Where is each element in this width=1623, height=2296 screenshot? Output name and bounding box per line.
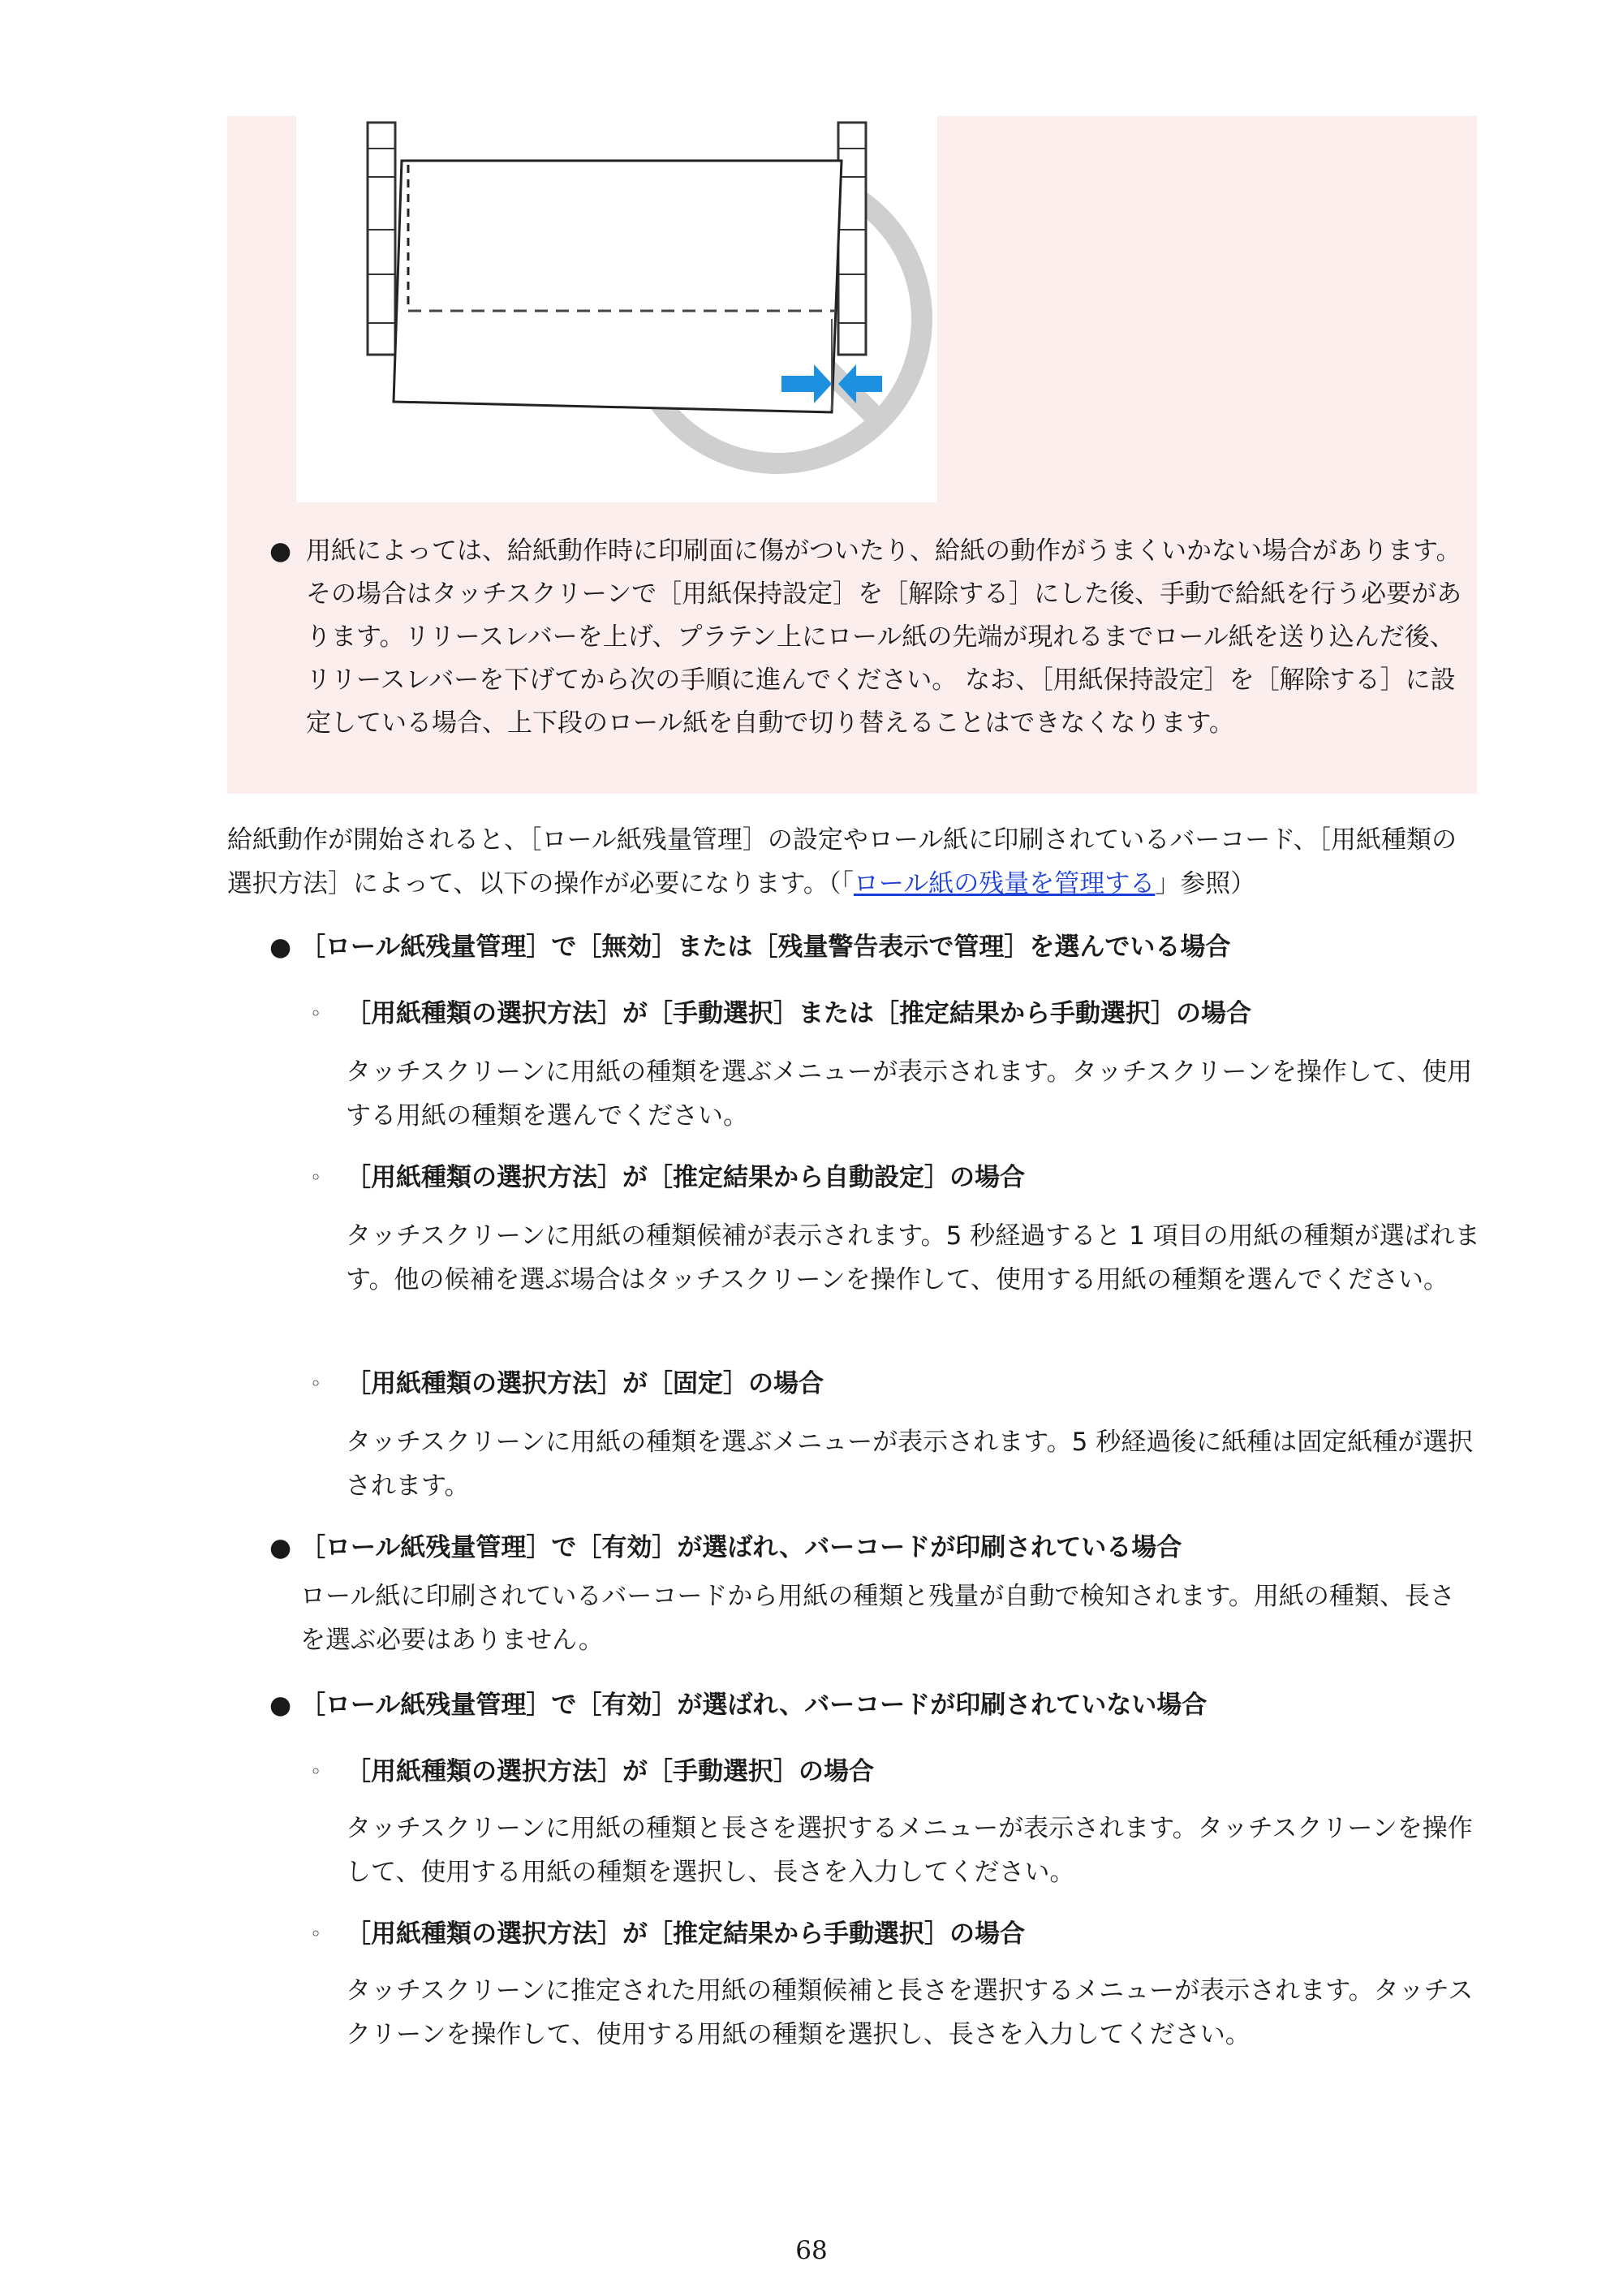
section-body: ロール紙に印刷されているバーコードから用紙の種類と残量が自動で検知されます。用紙の種類、長さを選ぶ必要はありません。 bbox=[300, 1582, 1455, 1655]
bullet-dot: ● bbox=[269, 536, 292, 566]
bullet-circle: ◦ bbox=[310, 1760, 322, 1783]
note-bullet bbox=[269, 530, 1462, 745]
intro-paragraph bbox=[227, 818, 1477, 906]
bullet-dot: ● bbox=[269, 1691, 292, 1720]
subsection-heading: ◦ ［用紙種類の選択方法］が［推定結果から自動設定］の場合 bbox=[310, 1156, 1479, 1200]
bullet-circle: ◦ bbox=[310, 1372, 322, 1395]
subsection-body: タッチスクリーンに用紙の種類を選ぶメニューが表示されます。タッチスクリーンを操作して、使用する用紙の種類を選んでください。 bbox=[346, 1058, 1473, 1131]
subsection-heading: ◦ ［用紙種類の選択方法］が［推定結果から手動選択］の場合 bbox=[310, 1912, 1479, 1956]
section-heading: ● ［ロール紙残量管理］で［有効］が選ばれ、バーコードが印刷されている場合 bbox=[269, 1526, 1479, 1570]
roll-paper-misalignment-illustration bbox=[296, 116, 937, 502]
section-heading: ● ［ロール紙残量管理］で［有効］が選ばれ、バーコードが印刷されていない場合 bbox=[269, 1683, 1479, 1727]
page-number: 68 bbox=[795, 2236, 828, 2265]
bullet-circle: ◦ bbox=[310, 1166, 322, 1189]
subsection-body: タッチスクリーンに用紙の種類と長さを選択するメニューが表示されます。タッチスクリーンを操作して、使用する用紙の種類を選択し、長さを入力してください。 bbox=[346, 1814, 1473, 1887]
section-heading: ● ［ロール紙残量管理］で［無効］または［残量警告表示で管理］を選んでいる場合 bbox=[269, 925, 1479, 969]
subsection-body: タッチスクリーンに用紙の種類候補が表示されます。5 秒経過すると 1 項目の用紙の種類が選ばれます。他の候補を選ぶ場合はタッチスクリーンを操作して、使用する用紙の種類を選んでください。 bbox=[346, 1221, 1480, 1294]
bullet-dot: ● bbox=[269, 1533, 292, 1562]
bullet-dot: ● bbox=[269, 933, 292, 962]
bullet-circle: ◦ bbox=[310, 1002, 322, 1025]
subsection-heading: ◦ ［用紙種類の選択方法］が［手動選択］の場合 bbox=[310, 1750, 1479, 1794]
bullet-circle: ◦ bbox=[310, 1923, 322, 1945]
subsection-heading: ◦ ［用紙種類の選択方法］が［固定］の場合 bbox=[310, 1362, 1479, 1406]
subsection-body: タッチスクリーンに用紙の種類を選ぶメニューが表示されます。5 秒経過後に紙種は固定紙種が選択されます。 bbox=[346, 1428, 1474, 1501]
subsection-body: タッチスクリーンに推定された用紙の種類候補と長さを選択するメニューが表示されます。タッチスクリーンを操作して、使用する用紙の種類を選択し、長さを入力してください。 bbox=[346, 1976, 1474, 2049]
intro-text-after: 」参照） bbox=[1155, 869, 1256, 898]
manage-roll-remaining-link[interactable]: ロール紙の残量を管理する bbox=[853, 869, 1156, 898]
intro-text-before: 給紙動作が開始されると、［ロール紙残量管理］の設定やロール紙に印刷されているバーコード、［用紙種類の選択方法］によって、以下の操作が必要になります。（「 bbox=[227, 825, 1457, 898]
note-text: 用紙によっては、給紙動作時に印刷面に傷がついたり、給紙の動作がうまくいかない場合があります。その場合はタッチスクリーンで［用紙保持設定］を［解除する］にした後、手動で給紙を行う必要があります。リリースレバーを上げ、プラテン上にロール紙の先端が現れるまでロール紙を送り込んだ後、リリースレバーを下げてから次の手順に進んでください。 なお、［用紙保持設定］を［解除する］に設定している場合、上下段のロール紙を自動で切り替えることはできなくなります。 bbox=[306, 536, 1462, 738]
note-box bbox=[227, 116, 1477, 794]
prohibited-diagram bbox=[296, 116, 937, 502]
subsection-heading: ◦ ［用紙種類の選択方法］が［手動選択］または［推定結果から手動選択］の場合 bbox=[310, 992, 1479, 1036]
